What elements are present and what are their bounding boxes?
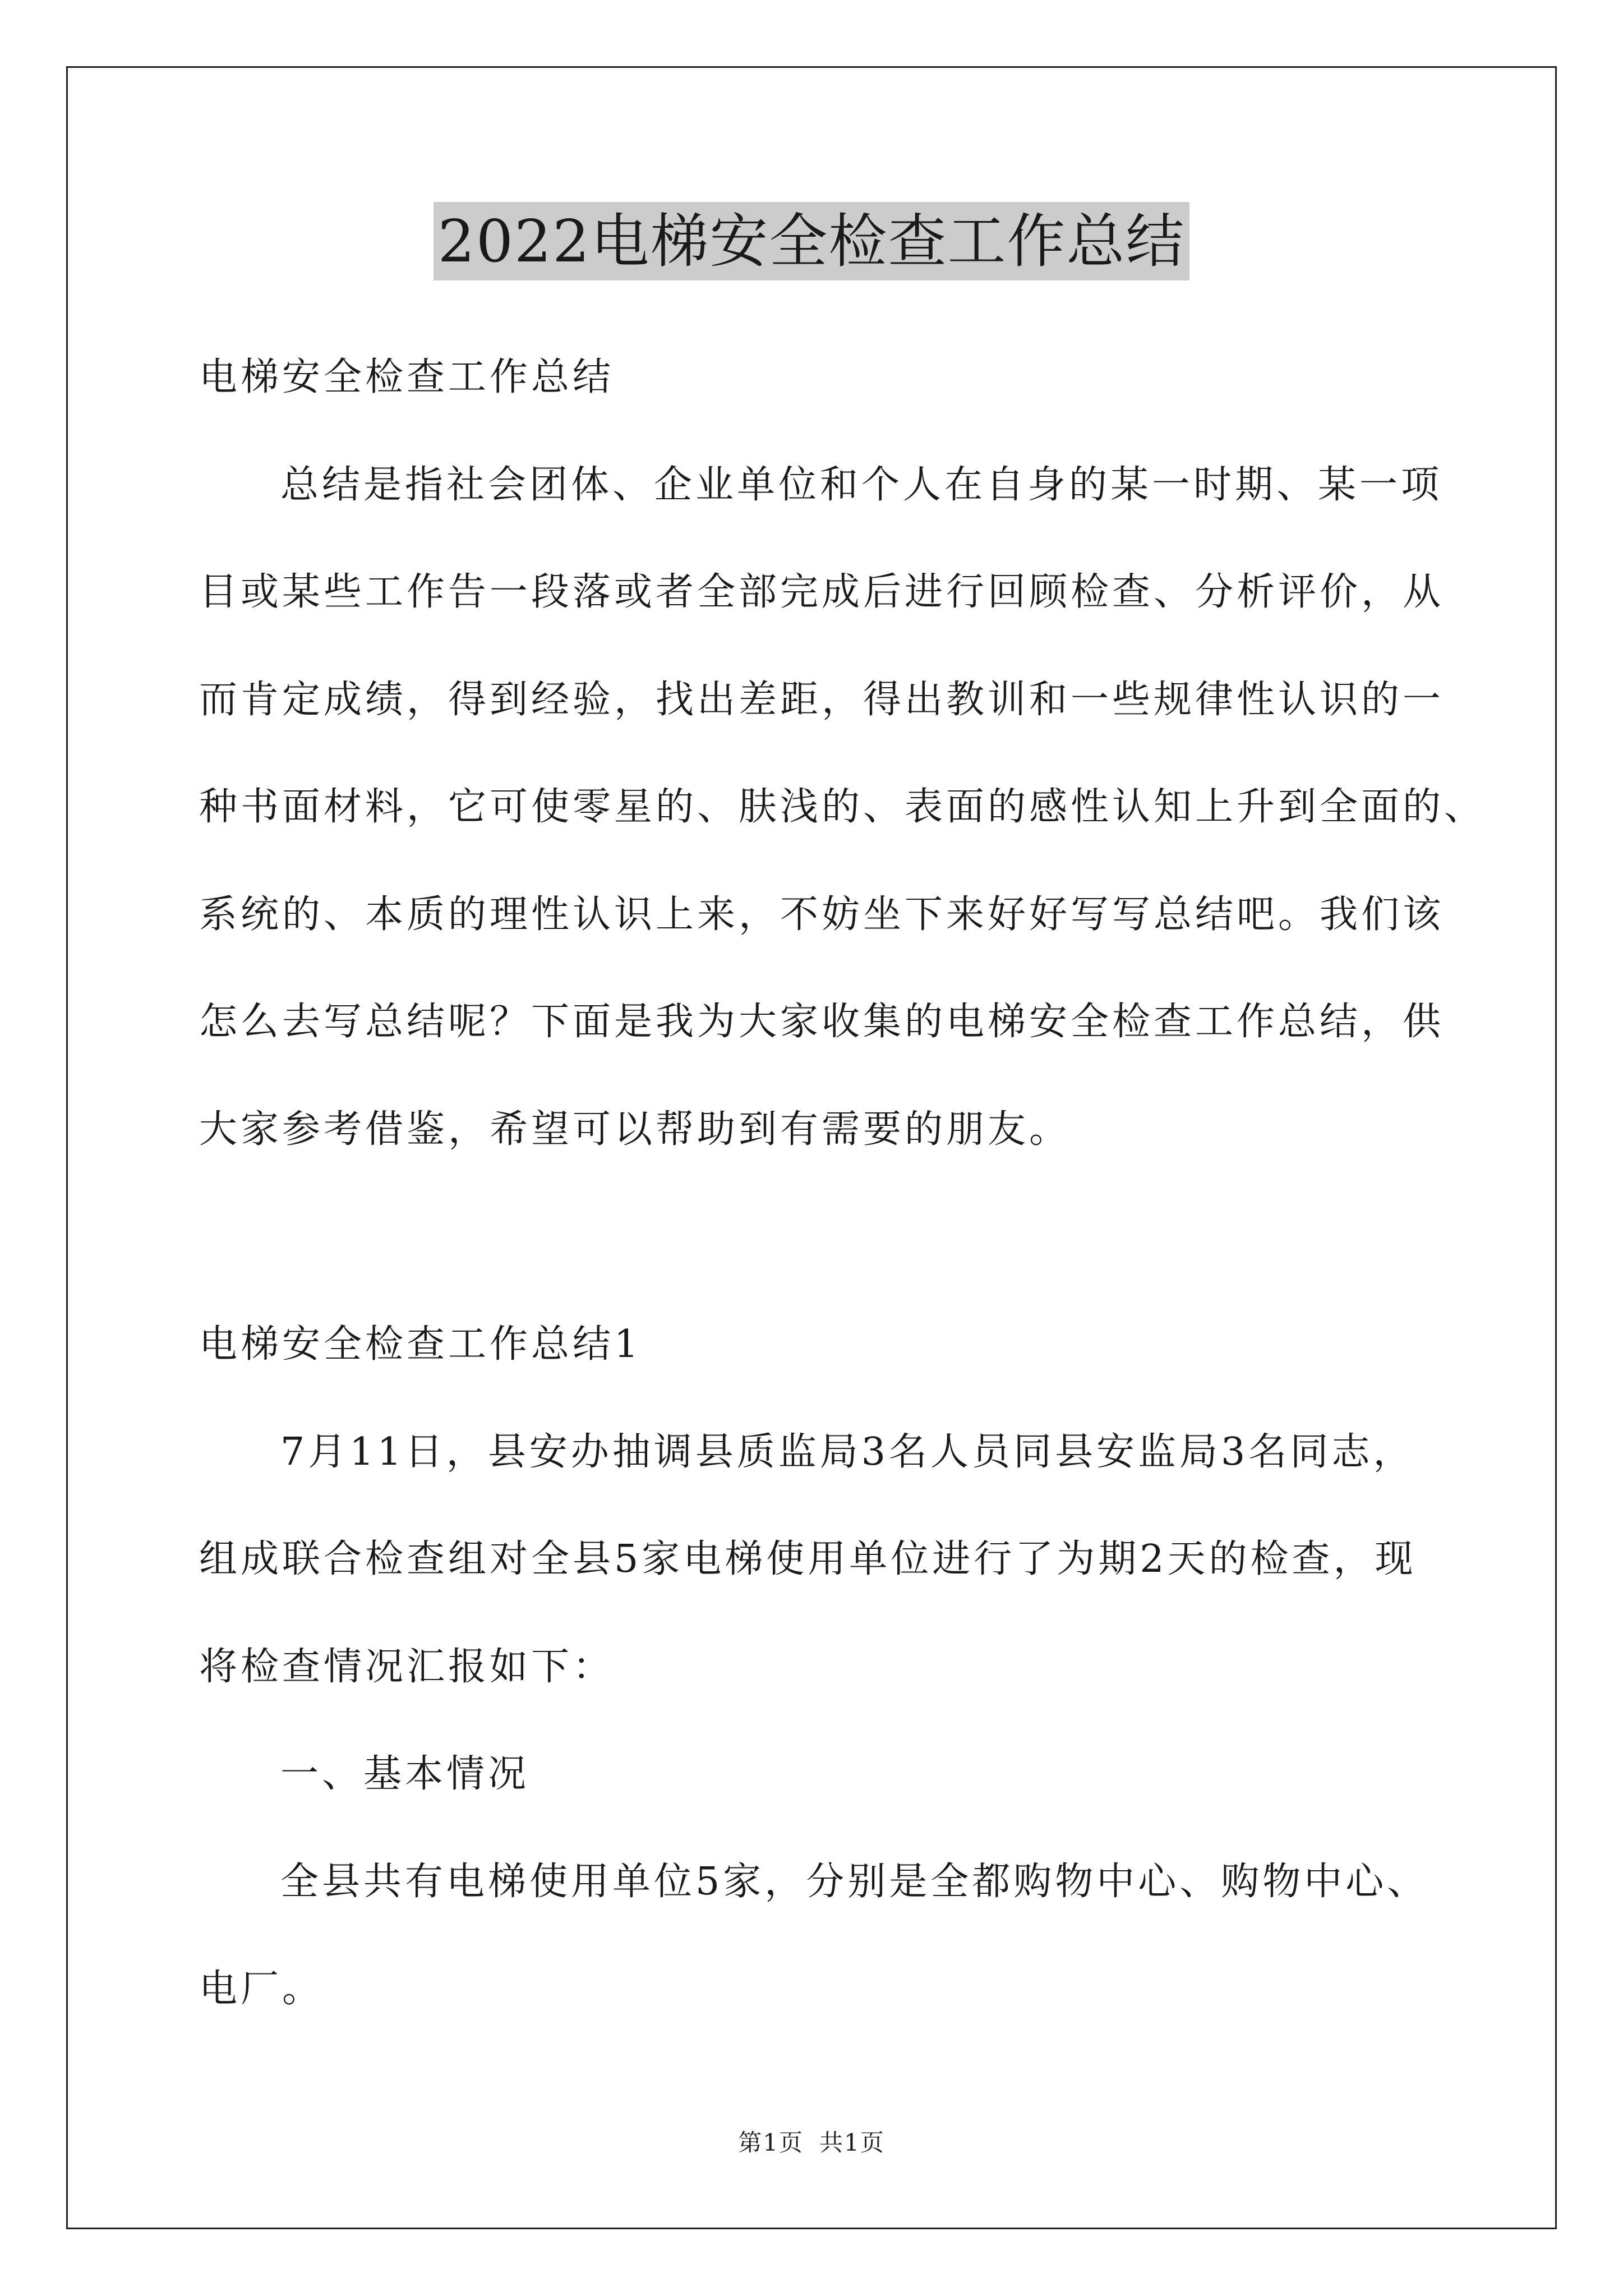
subsection-heading: 一、基本情况 [280, 1752, 530, 1796]
section-line-3: 将检查情况汇报如下： [199, 1645, 615, 1689]
section-heading: 电梯安全检查工作总结1 [199, 1322, 642, 1366]
page-total: 共1页 [819, 2129, 885, 2156]
intro-line-7: 大家参考借鉴，希望可以帮助到有需要的朋友。 [199, 1107, 1071, 1152]
intro-line-2: 目或某些工作告一段落或者全部完成后进行回顾检查、分析评价，从 [199, 570, 1445, 614]
title-container [0, 202, 1623, 280]
intro-line-5: 系统的、本质的理性认识上来，不妨坐下来好好写写总结吧。我们该 [199, 892, 1445, 937]
page-footer [0, 2126, 1623, 2160]
document-title: 2022电梯安全检查工作总结 [434, 202, 1190, 280]
intro-line-1: 总结是指社会团体、企业单位和个人在自身的某一时期、某一项 [280, 463, 1443, 507]
intro-line-3: 而肯定成绩，得到经验，找出差距，得出教训和一些规律性认识的一 [199, 678, 1445, 722]
section-line-1: 7月11日，县安办抽调县质监局3名人员同县安监局3名同志， [280, 1430, 1415, 1474]
intro-line-4: 种书面材料，它可使零星的、肤浅的、表面的感性认知上升到全面的、 [199, 785, 1486, 829]
basic-line-2: 电厂。 [199, 1967, 324, 2011]
section-line-2: 组成联合检查组对全县5家电梯使用单位进行了为期2天的检查，现 [199, 1537, 1417, 1581]
document-subtitle: 电梯安全检查工作总结 [199, 355, 615, 399]
intro-line-6: 怎么去写总结呢？下面是我为大家收集的电梯安全检查工作总结，供 [199, 1000, 1445, 1044]
page-number: 第1页 [738, 2129, 804, 2156]
basic-line-1: 全县共有电梯使用单位5家，分别是全都购物中心、购物中心、 [280, 1860, 1429, 1904]
